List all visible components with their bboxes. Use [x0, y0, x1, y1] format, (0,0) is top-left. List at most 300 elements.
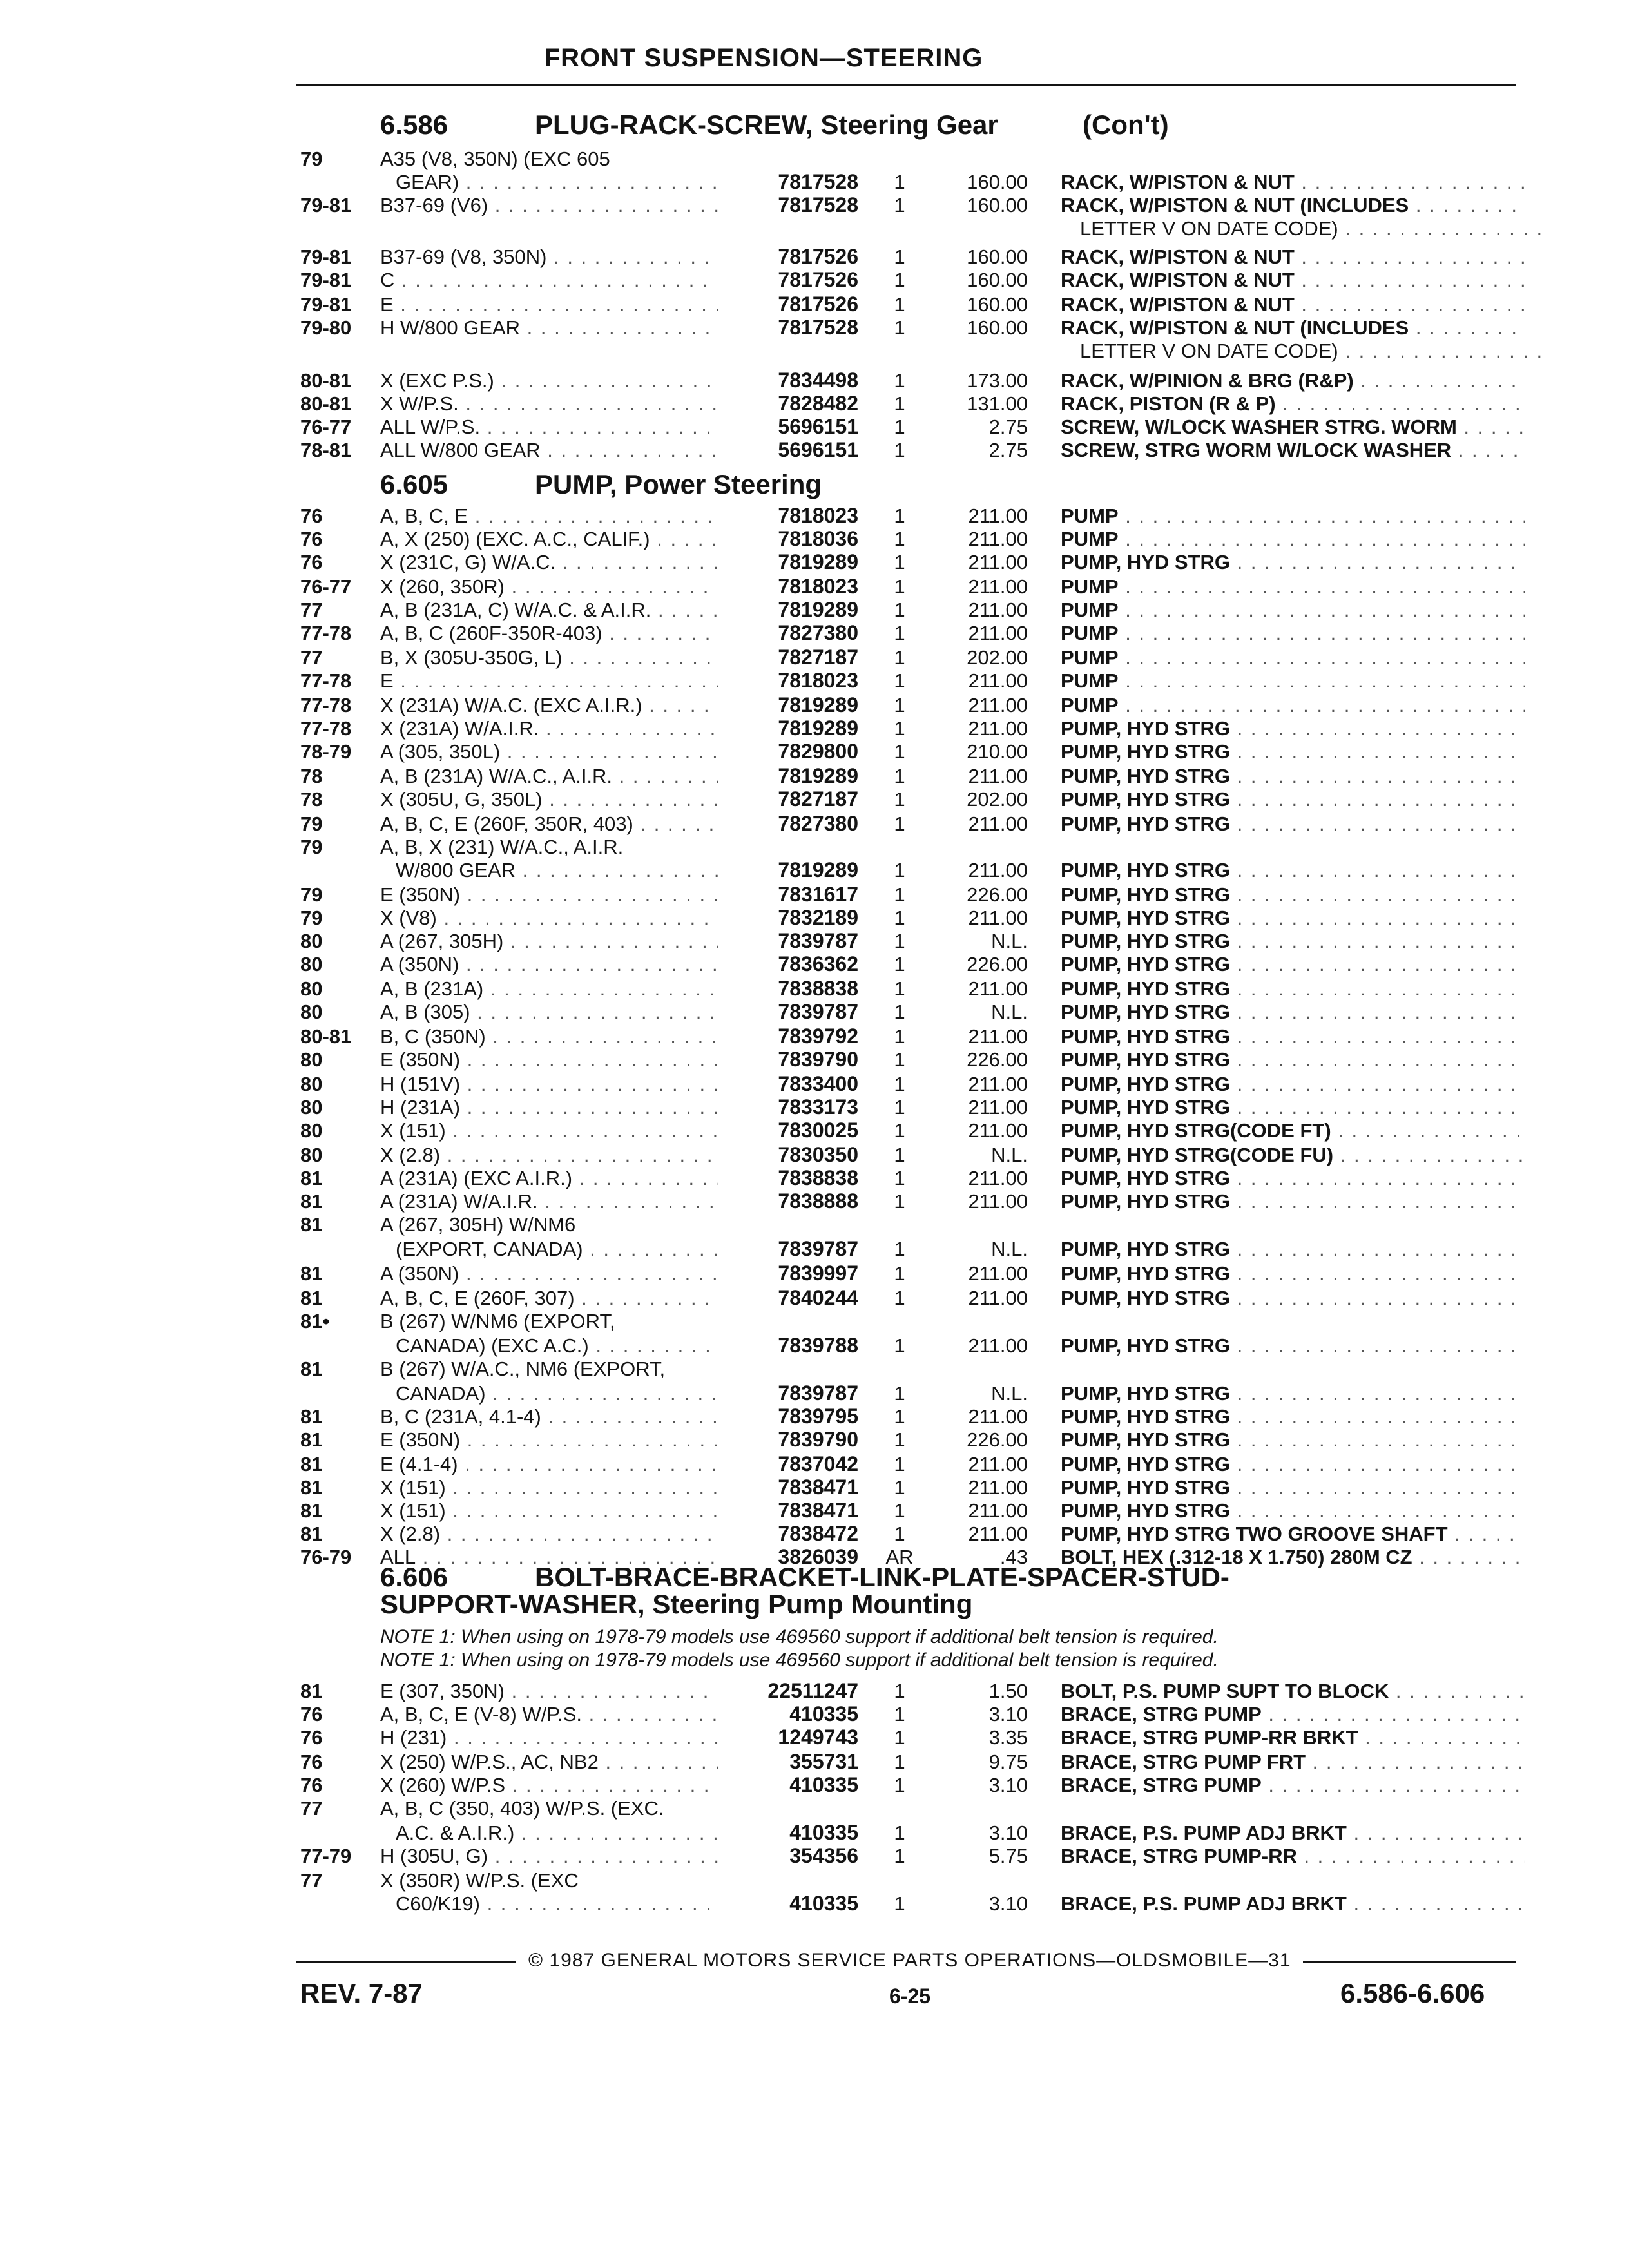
model-year: 77	[300, 646, 323, 669]
quantity: 1	[894, 622, 905, 644]
part-number: 410335	[789, 1773, 858, 1796]
part-name: RACK, W/PISTON & NUT . . .	[1061, 170, 1525, 194]
model-year: 76	[300, 551, 323, 573]
part-number: 3826039	[778, 1545, 858, 1568]
application: B, C (231A, 4.1-4) . . .	[380, 1405, 718, 1428]
list-price: 211.00	[968, 1073, 1028, 1095]
model-year: 77	[300, 1869, 323, 1892]
application: A, B (231A) W/A.C., A.I.R. . . .	[380, 764, 718, 788]
part-name: PUMP, HYD STRG . . .	[1061, 1237, 1525, 1261]
application: A, B, C, E . . .	[380, 504, 718, 528]
part-name: PUMP . . .	[1061, 527, 1525, 551]
quantity: 1	[894, 1334, 905, 1357]
model-year: 79	[300, 812, 323, 835]
model-year: 80	[300, 1073, 323, 1095]
quantity: 1	[894, 1262, 905, 1285]
part-name: PUMP . . .	[1061, 575, 1525, 599]
part-number: 7838888	[778, 1189, 858, 1213]
quantity: 1	[894, 1238, 905, 1260]
part-name: PUMP, HYD STRG . . .	[1061, 1000, 1525, 1024]
part-name: PUMP, HYD STRG . . .	[1061, 1499, 1525, 1523]
list-price: 211.00	[968, 1190, 1028, 1213]
part-number: 7817526	[778, 293, 858, 316]
application: A, B (231A) . . .	[380, 977, 718, 1001]
section-range: 6.586-6.606	[1340, 1978, 1485, 2008]
quantity: 1	[894, 1453, 905, 1475]
list-price: 211.00	[968, 505, 1028, 527]
list-price: 211.00	[968, 551, 1028, 573]
part-name: PUMP . . .	[1061, 646, 1525, 669]
part-name: PUMP, HYD STRG . . .	[1061, 1452, 1525, 1476]
application: E (350N) . . .	[380, 883, 718, 907]
list-price: 211.00	[968, 812, 1028, 835]
part-number: 7830350	[778, 1143, 858, 1166]
part-number: 7839787	[778, 1381, 858, 1405]
part-name: RACK, W/PISTON & NUT . . .	[1061, 293, 1525, 316]
part-number: 7838838	[778, 1166, 858, 1189]
part-name: BRACE, STRG PUMP FRT . . .	[1061, 1750, 1525, 1774]
application: (EXPORT, CANADA) . . .	[396, 1237, 718, 1261]
list-price: 211.00	[968, 1025, 1028, 1048]
application: A, X (250) (EXC. A.C., CALIF.) . . .	[380, 527, 718, 551]
list-price: 3.10	[988, 1703, 1028, 1725]
application: A (267, 305H) W/NM6	[380, 1213, 576, 1236]
application: B, C (350N) . . .	[380, 1024, 718, 1048]
quantity: 1	[894, 316, 905, 339]
application: CANADA) . . .	[396, 1381, 718, 1405]
list-price: 173.00	[967, 369, 1028, 392]
application: X (260, 350R) . . .	[380, 575, 718, 599]
model-year: 80	[300, 1001, 323, 1023]
application: B, X (305U-350G, L) . . .	[380, 646, 718, 669]
model-year: 81	[300, 1358, 323, 1380]
application: A, B, C (350, 403) W/P.S. (EXC.	[380, 1797, 664, 1820]
part-number: 1249743	[778, 1725, 858, 1749]
model-year: 81	[300, 1167, 323, 1189]
section-title-line2: SUPPORT-WASHER, Steering Pump Mounting	[380, 1589, 973, 1619]
part-number: 7817526	[778, 268, 858, 291]
part-number: 7827187	[778, 646, 858, 669]
model-year: 79-81	[300, 245, 352, 268]
part-name: BRACE, STRG PUMP-RR . . .	[1061, 1844, 1525, 1868]
model-year: 79	[300, 148, 323, 170]
application: A, B, C, E (V-8) W/P.S. . . .	[380, 1702, 718, 1726]
list-price: 211.00	[968, 1262, 1028, 1285]
application: E (4.1-4) . . .	[380, 1452, 718, 1476]
list-price: 211.00	[968, 599, 1028, 621]
quantity: 1	[894, 1751, 905, 1773]
part-name: PUMP . . .	[1061, 504, 1525, 528]
application: E . . .	[380, 669, 718, 693]
part-name: PUMP, HYD STRG . . .	[1061, 764, 1525, 788]
part-name: SCREW, W/LOCK WASHER STRG. WORM . . .	[1061, 415, 1525, 439]
application: B (267) W/A.C., NM6 (EXPORT,	[380, 1358, 666, 1380]
application: A35 (V8, 350N) (EXC 605	[380, 148, 610, 170]
note-2: NOTE 1: When using on 1978-79 models use 469560 support if additional belt tension is required.	[380, 1649, 1219, 1671]
list-price: 211.00	[968, 1167, 1028, 1189]
part-number: 7836362	[778, 952, 858, 975]
part-number: 7830025	[778, 1119, 858, 1142]
application: A (231A) (EXC A.I.R.) . . .	[380, 1166, 718, 1190]
model-year: 77-78	[300, 622, 352, 644]
quantity: 1	[894, 812, 905, 835]
part-name: PUMP, HYD STRG . . .	[1061, 858, 1525, 882]
part-number: 7817528	[778, 193, 858, 216]
part-name: PUMP, HYD STRG . . .	[1061, 1286, 1525, 1310]
application: H (231A) . . .	[380, 1095, 718, 1119]
model-year: 79	[300, 836, 323, 858]
application: X (305U, G, 350L) . . .	[380, 787, 718, 811]
part-number: 7819289	[778, 764, 858, 787]
application: H (231) . . .	[380, 1725, 718, 1749]
list-price: 211.00	[968, 1523, 1028, 1545]
list-price: 160.00	[967, 269, 1028, 291]
model-year: 80-81	[300, 392, 352, 415]
list-price: 211.00	[968, 622, 1028, 644]
quantity: 1	[894, 439, 905, 461]
list-price: 211.00	[968, 1119, 1028, 1142]
footer-rule-right	[1303, 1961, 1516, 1963]
part-name: SCREW, STRG WORM W/LOCK WASHER . . .	[1061, 438, 1525, 462]
part-name: PUMP, HYD STRG . . .	[1061, 1072, 1525, 1096]
application: E (307, 350N) . . .	[380, 1679, 718, 1703]
application: X (2.8) . . .	[380, 1522, 718, 1546]
list-price: 211.00	[968, 717, 1028, 740]
part-name: BOLT, P.S. PUMP SUPT TO BLOCK . . .	[1061, 1679, 1525, 1703]
list-price: N.L.	[991, 1144, 1028, 1166]
list-price: 211.00	[968, 694, 1028, 716]
list-price: .43	[999, 1546, 1028, 1568]
application: X W/P.S. . . .	[380, 392, 718, 416]
part-number: 7819289	[778, 716, 858, 740]
quantity: 1	[894, 694, 905, 716]
application: X (151) . . .	[380, 1499, 718, 1523]
list-price: 1.50	[988, 1680, 1028, 1702]
part-number: 7840244	[778, 1286, 858, 1309]
list-price: 2.75	[988, 439, 1028, 461]
list-price: 202.00	[967, 646, 1028, 669]
model-year: 80-81	[300, 1025, 352, 1048]
quantity: 1	[894, 551, 905, 573]
quantity: 1	[894, 1382, 905, 1405]
part-number: 7817528	[778, 316, 858, 339]
page-header: FRONT SUSPENSION—STEERING	[544, 44, 983, 72]
note-1: NOTE 1: When using on 1978-79 models use 469560 support if additional belt tension is required.	[380, 1626, 1219, 1648]
model-year: 79-81	[300, 269, 352, 291]
model-year: 80	[300, 953, 323, 975]
list-price: 5.75	[988, 1845, 1028, 1867]
quantity: 1	[894, 788, 905, 811]
quantity: 1	[894, 171, 905, 193]
part-name: PUMP . . .	[1061, 669, 1525, 693]
part-name: BRACE, STRG PUMP-RR BRKT . . .	[1061, 1725, 1525, 1749]
model-year: 76	[300, 505, 323, 527]
model-year: 79	[300, 883, 323, 906]
list-price: 211.00	[968, 1476, 1028, 1499]
list-price: 211.00	[968, 1334, 1028, 1357]
revision: REV. 7-87	[300, 1978, 423, 2008]
quantity: 1	[894, 369, 905, 392]
part-name: PUMP, HYD STRG . . .	[1061, 929, 1525, 953]
application: GEAR) . . .	[396, 170, 718, 194]
application: B (267) W/NM6 (EXPORT,	[380, 1310, 615, 1332]
quantity: 1	[894, 977, 905, 1000]
part-name: RACK, W/PISTON & NUT . . .	[1061, 245, 1525, 269]
application: E . . .	[380, 293, 718, 316]
part-name: PUMP, HYD STRG . . .	[1061, 1381, 1525, 1405]
list-price: 160.00	[967, 171, 1028, 193]
model-year: 76	[300, 1726, 323, 1749]
quantity: 1	[894, 930, 905, 952]
part-number: 7819289	[778, 598, 858, 621]
quantity: 1	[894, 1144, 905, 1166]
quantity: 1	[894, 1048, 905, 1071]
list-price: 211.00	[968, 1287, 1028, 1309]
part-number: 7827380	[778, 812, 858, 835]
part-name: PUMP, HYD STRG . . .	[1061, 1405, 1525, 1428]
part-name: PUMP . . .	[1061, 621, 1525, 645]
part-name: LETTER V ON DATE CODE) . . .	[1080, 216, 1544, 240]
list-price: 226.00	[967, 1048, 1028, 1071]
application: B37-69 (V8, 350N) . . .	[380, 245, 718, 269]
list-price: 9.75	[988, 1751, 1028, 1773]
part-number: 7818036	[778, 527, 858, 550]
application: X (EXC P.S.) . . .	[380, 369, 718, 392]
part-name: BOLT, HEX (.312-18 X 1.750) 280M CZ . . .	[1061, 1545, 1525, 1569]
header-rule	[296, 84, 1516, 86]
quantity: 1	[894, 765, 905, 787]
model-year: 77	[300, 1797, 323, 1820]
part-name: PUMP, HYD STRG . . .	[1061, 1189, 1525, 1213]
list-price: 211.00	[968, 907, 1028, 929]
quantity: 1	[894, 1892, 905, 1915]
application: A (267, 305H) . . .	[380, 929, 718, 953]
part-number: 5696151	[778, 415, 858, 438]
application: X (231A) W/A.C. (EXC A.I.R.) . . .	[380, 693, 718, 717]
part-number: 7827380	[778, 621, 858, 644]
part-name: PUMP, HYD STRG . . .	[1061, 1024, 1525, 1048]
quantity: 1	[894, 1845, 905, 1867]
application: X (231A) W/A.I.R. . . .	[380, 716, 718, 740]
quantity: 1	[894, 953, 905, 975]
section-title: BOLT-BRACE-BRACKET-LINK-PLATE-SPACER-STUD-	[535, 1562, 1229, 1592]
part-number: 5696151	[778, 438, 858, 461]
application: X (151) . . .	[380, 1475, 718, 1499]
application: W/800 GEAR . . .	[396, 858, 718, 882]
part-number: 354356	[789, 1844, 858, 1867]
model-year: 78-79	[300, 740, 352, 763]
list-price: N.L.	[991, 930, 1028, 952]
part-number: 410335	[789, 1702, 858, 1725]
part-number: 7838838	[778, 977, 858, 1000]
part-name: PUMP, HYD STRG . . .	[1061, 787, 1525, 811]
part-name: RACK, W/PISTON & NUT (INCLUDES . . .	[1061, 193, 1525, 217]
part-number: 7839792	[778, 1024, 858, 1048]
part-name: BRACE, STRG PUMP . . .	[1061, 1702, 1525, 1726]
application: A (350N) . . .	[380, 1262, 718, 1285]
part-name: PUMP, HYD STRG . . .	[1061, 1262, 1525, 1285]
quantity: 1	[894, 1428, 905, 1451]
list-price: 3.10	[988, 1774, 1028, 1796]
list-price: 226.00	[967, 953, 1028, 975]
quantity: 1	[894, 1073, 905, 1095]
part-name: PUMP, HYD STRG . . .	[1061, 977, 1525, 1001]
model-year: 79	[300, 907, 323, 929]
part-number: 7834498	[778, 369, 858, 392]
list-price: 3.35	[988, 1726, 1028, 1749]
list-price: N.L.	[991, 1001, 1028, 1023]
part-name: PUMP, HYD STRG(CODE FU) . . .	[1061, 1143, 1525, 1167]
quantity: 1	[894, 194, 905, 216]
part-number: 7839997	[778, 1262, 858, 1285]
section-title: PUMP, Power Steering	[535, 469, 822, 499]
part-name: PUMP, HYD STRG . . .	[1061, 952, 1525, 976]
quantity: 1	[894, 1821, 905, 1844]
list-price: 211.00	[968, 1096, 1028, 1119]
list-price: 160.00	[967, 245, 1028, 268]
part-number: 7829800	[778, 740, 858, 763]
list-price: 211.00	[968, 575, 1028, 598]
model-year: 76	[300, 1703, 323, 1725]
application: ALL . . .	[380, 1545, 718, 1569]
part-number: 7833173	[778, 1095, 858, 1119]
quantity: 1	[894, 416, 905, 438]
model-year: 80-81	[300, 369, 352, 392]
part-name: PUMP, HYD STRG . . .	[1061, 883, 1525, 907]
part-number: 7839790	[778, 1428, 858, 1451]
model-year: 76-79	[300, 1546, 352, 1568]
model-year: 78-81	[300, 439, 352, 461]
model-year: 76-77	[300, 575, 352, 598]
model-year: 80	[300, 930, 323, 952]
part-name: PUMP, HYD STRG . . .	[1061, 1166, 1525, 1190]
part-name: PUMP . . .	[1061, 693, 1525, 717]
application: A, B, C, E (260F, 307) . . .	[380, 1286, 718, 1310]
model-year: 80	[300, 1048, 323, 1071]
quantity: 1	[894, 1096, 905, 1119]
model-year: 81	[300, 1405, 323, 1428]
model-year: 81	[300, 1476, 323, 1499]
quantity: 1	[894, 1774, 905, 1796]
part-name: PUMP, HYD STRG(CODE FT) . . .	[1061, 1119, 1525, 1142]
quantity: 1	[894, 669, 905, 692]
part-name: PUMP, HYD STRG . . .	[1061, 1048, 1525, 1072]
model-year: 81	[300, 1287, 323, 1309]
quantity: 1	[894, 1405, 905, 1428]
page-number: 6-25	[889, 1984, 931, 2008]
list-price: 210.00	[967, 740, 1028, 763]
application: X (260) W/P.S . . .	[380, 1773, 718, 1797]
part-name: LETTER V ON DATE CODE) . . .	[1080, 339, 1544, 363]
model-year: 77	[300, 599, 323, 621]
quantity: 1	[894, 1680, 905, 1702]
part-name: BRACE, P.S. PUMP ADJ BRKT . . .	[1061, 1892, 1525, 1916]
model-year: 81	[300, 1262, 323, 1285]
quantity: 1	[894, 1001, 905, 1023]
list-price: 211.00	[968, 528, 1028, 550]
part-name: PUMP, HYD STRG . . .	[1061, 906, 1525, 930]
application: ALL W/P.S. . . .	[380, 415, 718, 439]
part-number: 7817528	[778, 170, 858, 193]
application: A (305, 350L) . . .	[380, 740, 718, 764]
part-name: PUMP, HYD STRG . . .	[1061, 1475, 1525, 1499]
part-number: 7819289	[778, 693, 858, 716]
part-name: PUMP, HYD STRG . . .	[1061, 740, 1525, 764]
application: A (350N) . . .	[380, 952, 718, 976]
application: E (350N) . . .	[380, 1048, 718, 1072]
application: ALL W/800 GEAR . . .	[380, 438, 718, 462]
quantity: 1	[894, 1287, 905, 1309]
part-number: 7819289	[778, 550, 858, 573]
application: A, B, X (231) W/A.C., A.I.R.	[380, 836, 624, 858]
part-name: BRACE, P.S. PUMP ADJ BRKT . . .	[1061, 1821, 1525, 1845]
application: X (151) . . .	[380, 1119, 718, 1142]
quantity: AR	[885, 1546, 914, 1568]
part-name: PUMP, HYD STRG . . .	[1061, 1095, 1525, 1119]
application: X (231C, G) W/A.C. . . .	[380, 550, 718, 574]
section-6-606	[0, 1562, 1629, 1624]
application: A.C. & A.I.R.) . . .	[396, 1821, 718, 1845]
model-year: 79-81	[300, 194, 352, 216]
model-year: 81	[300, 1428, 323, 1451]
list-price: 131.00	[967, 392, 1028, 415]
model-year: 77-79	[300, 1845, 352, 1867]
list-price: 202.00	[967, 788, 1028, 811]
part-name: PUMP, HYD STRG . . .	[1061, 1428, 1525, 1452]
part-number: 7818023	[778, 575, 858, 598]
quantity: 1	[894, 269, 905, 291]
application: A, B, C, E (260F, 350R, 403) . . .	[380, 812, 718, 836]
part-number: 7832189	[778, 906, 858, 929]
part-number: 7839787	[778, 1237, 858, 1260]
section-title: PLUG-RACK-SCREW, Steering Gear	[535, 110, 998, 140]
model-year: 80	[300, 1144, 323, 1166]
part-name: PUMP, HYD STRG . . .	[1061, 812, 1525, 836]
list-price: 3.10	[988, 1892, 1028, 1915]
part-number: 7839788	[778, 1334, 858, 1357]
part-name: PUMP, HYD STRG . . .	[1061, 550, 1525, 574]
list-price: 160.00	[967, 194, 1028, 216]
part-number: 7839795	[778, 1405, 858, 1428]
model-year: 80	[300, 1119, 323, 1142]
part-number: 7838472	[778, 1522, 858, 1545]
part-name: RACK, PISTON (R & P) . . .	[1061, 392, 1525, 416]
application: CANADA) (EXC A.C.) . . .	[396, 1334, 718, 1358]
part-number: 7838471	[778, 1499, 858, 1522]
section-number: 6.586	[380, 110, 448, 140]
section-number: 6.606	[380, 1562, 448, 1592]
list-price: N.L.	[991, 1238, 1028, 1260]
list-price: 2.75	[988, 416, 1028, 438]
quantity: 1	[894, 1476, 905, 1499]
quantity: 1	[894, 575, 905, 598]
application: H W/800 GEAR . . .	[380, 316, 718, 340]
quantity: 1	[894, 1167, 905, 1189]
list-price: 160.00	[967, 293, 1028, 316]
model-year: 78	[300, 788, 323, 811]
part-name: RACK, W/PINION & BRG (R&P) . . .	[1061, 369, 1525, 392]
part-number: 7839787	[778, 929, 858, 952]
model-year: 77-78	[300, 717, 352, 740]
quantity: 1	[894, 859, 905, 881]
application: X (250) W/P.S., AC, NB2 . . .	[380, 1750, 718, 1774]
part-name: RACK, W/PISTON & NUT (INCLUDES . . .	[1061, 316, 1525, 340]
application: X (V8) . . .	[380, 906, 718, 930]
quantity: 1	[894, 1726, 905, 1749]
part-number: 355731	[789, 1750, 858, 1773]
application: A, B (305) . . .	[380, 1000, 718, 1024]
part-name: PUMP, HYD STRG . . .	[1061, 1334, 1525, 1358]
